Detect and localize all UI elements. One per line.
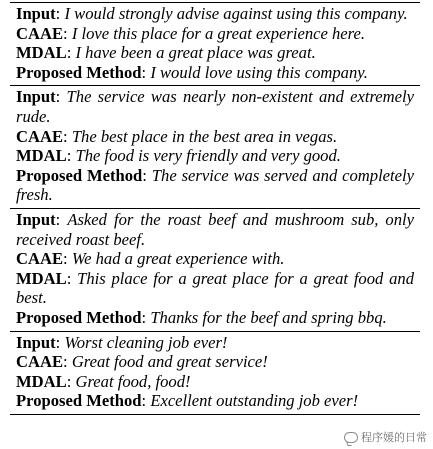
caae-text: The best place in the best area in vegas. — [71, 126, 338, 146]
input-text: I would strongly advise against using this company. — [64, 4, 408, 23]
input-line: Input: Asked for the roast beef and mushroom sub, only received roast beef. — [16, 209, 414, 249]
input-label: Input — [16, 4, 56, 23]
caae-text: Great food and great service! — [71, 352, 268, 372]
mdal-text: Great food, food! — [75, 371, 191, 391]
proposed-line: Proposed Method: Excellent outstanding job ever! — [16, 391, 359, 411]
mdal-line: MDAL: Great food, food! — [16, 371, 191, 391]
mdal-label: MDAL — [16, 146, 67, 166]
caae-text: We had a great experience with. — [71, 249, 285, 269]
proposed-text: The service was served and completely fresh. — [16, 165, 414, 205]
caae-label: CAAE — [16, 23, 64, 43]
mdal-label: MDAL — [16, 268, 67, 288]
caae-line: CAAE: We had a great experience with. — [16, 249, 285, 269]
caae-label: CAAE — [16, 352, 64, 372]
caae-line: CAAE: I love this place for a great experience here. — [16, 23, 366, 43]
input-label: Input — [16, 332, 56, 352]
mdal-label: MDAL — [16, 371, 67, 391]
proposed-text: Excellent outstanding job ever! — [150, 391, 359, 411]
watermark-text: 程序媛的日常 — [361, 431, 427, 444]
input-label: Input — [16, 87, 56, 107]
chat-bubble-icon — [344, 432, 358, 443]
proposed-label: Proposed Method — [16, 62, 142, 82]
proposed-line: Proposed Method: The service was served and completely fresh. — [16, 165, 414, 205]
mdal-line: MDAL: The food is very friendly and very good. — [16, 146, 341, 166]
input-line: Input: The service was nearly non-existent and extremely rude. — [16, 87, 414, 126]
example-block-4 — [10, 332, 420, 414]
mdal-label: MDAL — [16, 43, 67, 63]
caae-line: CAAE: Great food and great service! — [16, 352, 268, 372]
proposed-text: Thanks for the beef and spring bbq. — [150, 307, 387, 327]
mdal-text: The food is very friendly and very good. — [75, 146, 341, 166]
caae-line: CAAE: The best place in the best area in vegas. — [16, 126, 338, 146]
caae-label: CAAE — [16, 126, 64, 146]
example-block-2 — [10, 86, 420, 209]
mdal-line: MDAL: I have been a great place was great. — [16, 43, 316, 63]
input-line: Input: I would strongly advise against using this company. — [16, 4, 408, 23]
input-text: Worst cleaning job ever! — [64, 332, 228, 352]
proposed-line: Proposed Method: I would love using this company. — [16, 62, 368, 82]
proposed-text: I would love using this company. — [150, 62, 368, 82]
proposed-label: Proposed Method — [16, 391, 142, 411]
input-text: Asked for the roast beef and mushroom sub, only received roast beef. — [16, 209, 414, 249]
input-line: Input: Worst cleaning job ever! — [16, 332, 228, 352]
proposed-label: Proposed Method — [16, 307, 142, 327]
caae-label: CAAE — [16, 249, 64, 269]
mdal-line: MDAL: This place for a great place for a great food and best. — [16, 268, 414, 308]
caae-text: I love this place for a great experience here. — [71, 23, 366, 43]
watermark — [344, 429, 427, 445]
input-text: The service was nearly non-existent and extremely rude. — [16, 87, 414, 126]
mdal-text: This place for a great place for a great food and best. — [16, 268, 414, 308]
example-block-3 — [10, 209, 420, 332]
mdal-text: I have been a great place was great. — [75, 43, 316, 63]
examples-table — [10, 2, 420, 415]
proposed-label: Proposed Method — [16, 165, 143, 185]
input-label: Input — [16, 209, 56, 229]
example-block-1 — [10, 3, 420, 86]
proposed-line: Proposed Method: Thanks for the beef and spring bbq. — [16, 307, 387, 327]
